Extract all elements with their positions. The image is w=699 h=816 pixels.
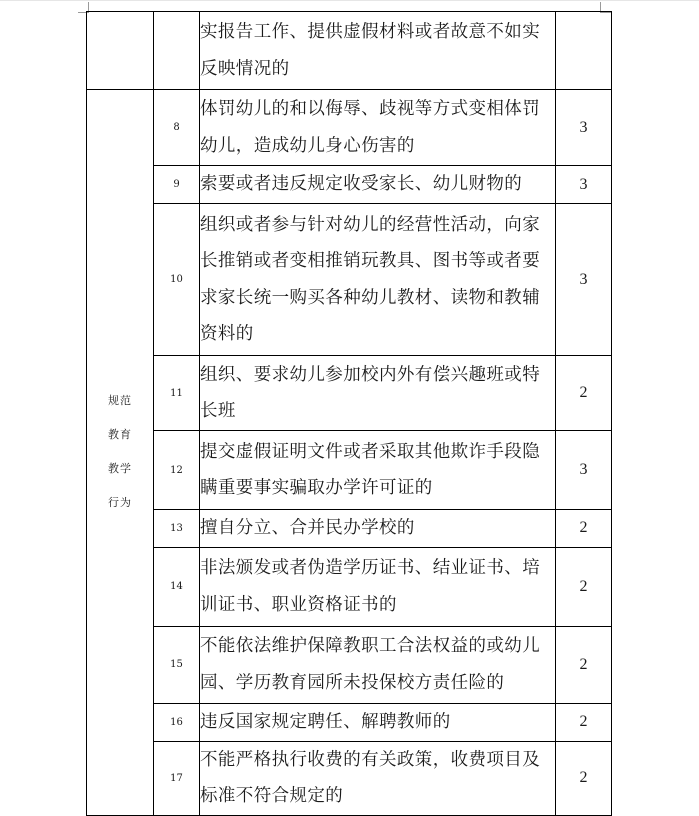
table-row <box>87 510 612 548</box>
item-score: 2 <box>556 741 612 815</box>
table-row <box>87 431 612 510</box>
item-description: 体罚幼儿的和以侮辱、歧视等方式变相体罚幼儿，造成幼儿身心伤害的 <box>200 90 556 166</box>
number-cell-blank <box>154 12 200 90</box>
category-line: 教学 <box>108 462 132 476</box>
table-row <box>87 90 612 166</box>
table-row-continued <box>87 12 612 90</box>
description-cell: 实报告工作、提供虚假材料或者故意不如实反映情况的 <box>200 12 556 90</box>
category-line: 教育 <box>108 428 132 442</box>
item-number: 14 <box>154 547 200 626</box>
table-row <box>87 703 612 741</box>
item-score: 2 <box>556 356 612 431</box>
item-description: 非法颁发或者伪造学历证书、结业证书、培训证书、职业资格证书的 <box>200 547 556 626</box>
category-line: 行为 <box>108 496 132 510</box>
category-cell-blank <box>87 12 154 90</box>
item-score: 3 <box>556 90 612 166</box>
table-row <box>87 356 612 431</box>
item-score: 2 <box>556 547 612 626</box>
item-description: 不能依法维护保障教职工合法权益的或幼儿园、学历教育园所未投保校方责任险的 <box>200 626 556 703</box>
item-number: 15 <box>154 626 200 703</box>
category-cell <box>87 90 154 816</box>
item-description: 不能严格执行收费的有关政策，收费项目及标准不符合规定的 <box>200 741 556 815</box>
item-number: 10 <box>154 204 200 356</box>
item-description: 提交虚假证明文件或者采取其他欺诈手段隐瞒重要事实骗取办学许可证的 <box>200 431 556 510</box>
item-score: 2 <box>556 510 612 548</box>
item-number: 13 <box>154 510 200 548</box>
item-score: 2 <box>556 626 612 703</box>
item-score: 3 <box>556 431 612 510</box>
table-row <box>87 547 612 626</box>
item-description: 擅自分立、合并民办学校的 <box>200 510 556 548</box>
item-description: 组织、要求幼儿参加校内外有偿兴趣班或特长班 <box>200 356 556 431</box>
page-top-edge <box>0 0 699 1</box>
score-cell-blank <box>556 12 612 90</box>
item-number: 17 <box>154 741 200 815</box>
table-row <box>87 626 612 703</box>
item-description: 违反国家规定聘任、解聘教师的 <box>200 703 556 741</box>
table-row <box>87 166 612 204</box>
item-number: 8 <box>154 90 200 166</box>
item-score: 2 <box>556 703 612 741</box>
item-description: 组织或者参与针对幼儿的经营性活动，向家长推销或者变相推销玩教具、图书等或者要求家长统一购买各种幼儿教材、读物和教辅资料的 <box>200 204 556 356</box>
category-line: 规范 <box>108 394 132 408</box>
item-number: 12 <box>154 431 200 510</box>
item-number: 16 <box>154 703 200 741</box>
item-number: 11 <box>154 356 200 431</box>
item-description: 索要或者违反规定收受家长、幼儿财物的 <box>200 166 556 204</box>
assessment-table <box>86 11 612 816</box>
item-number: 9 <box>154 166 200 204</box>
table-row <box>87 741 612 815</box>
item-score: 3 <box>556 204 612 356</box>
table-row <box>87 204 612 356</box>
item-score: 3 <box>556 166 612 204</box>
